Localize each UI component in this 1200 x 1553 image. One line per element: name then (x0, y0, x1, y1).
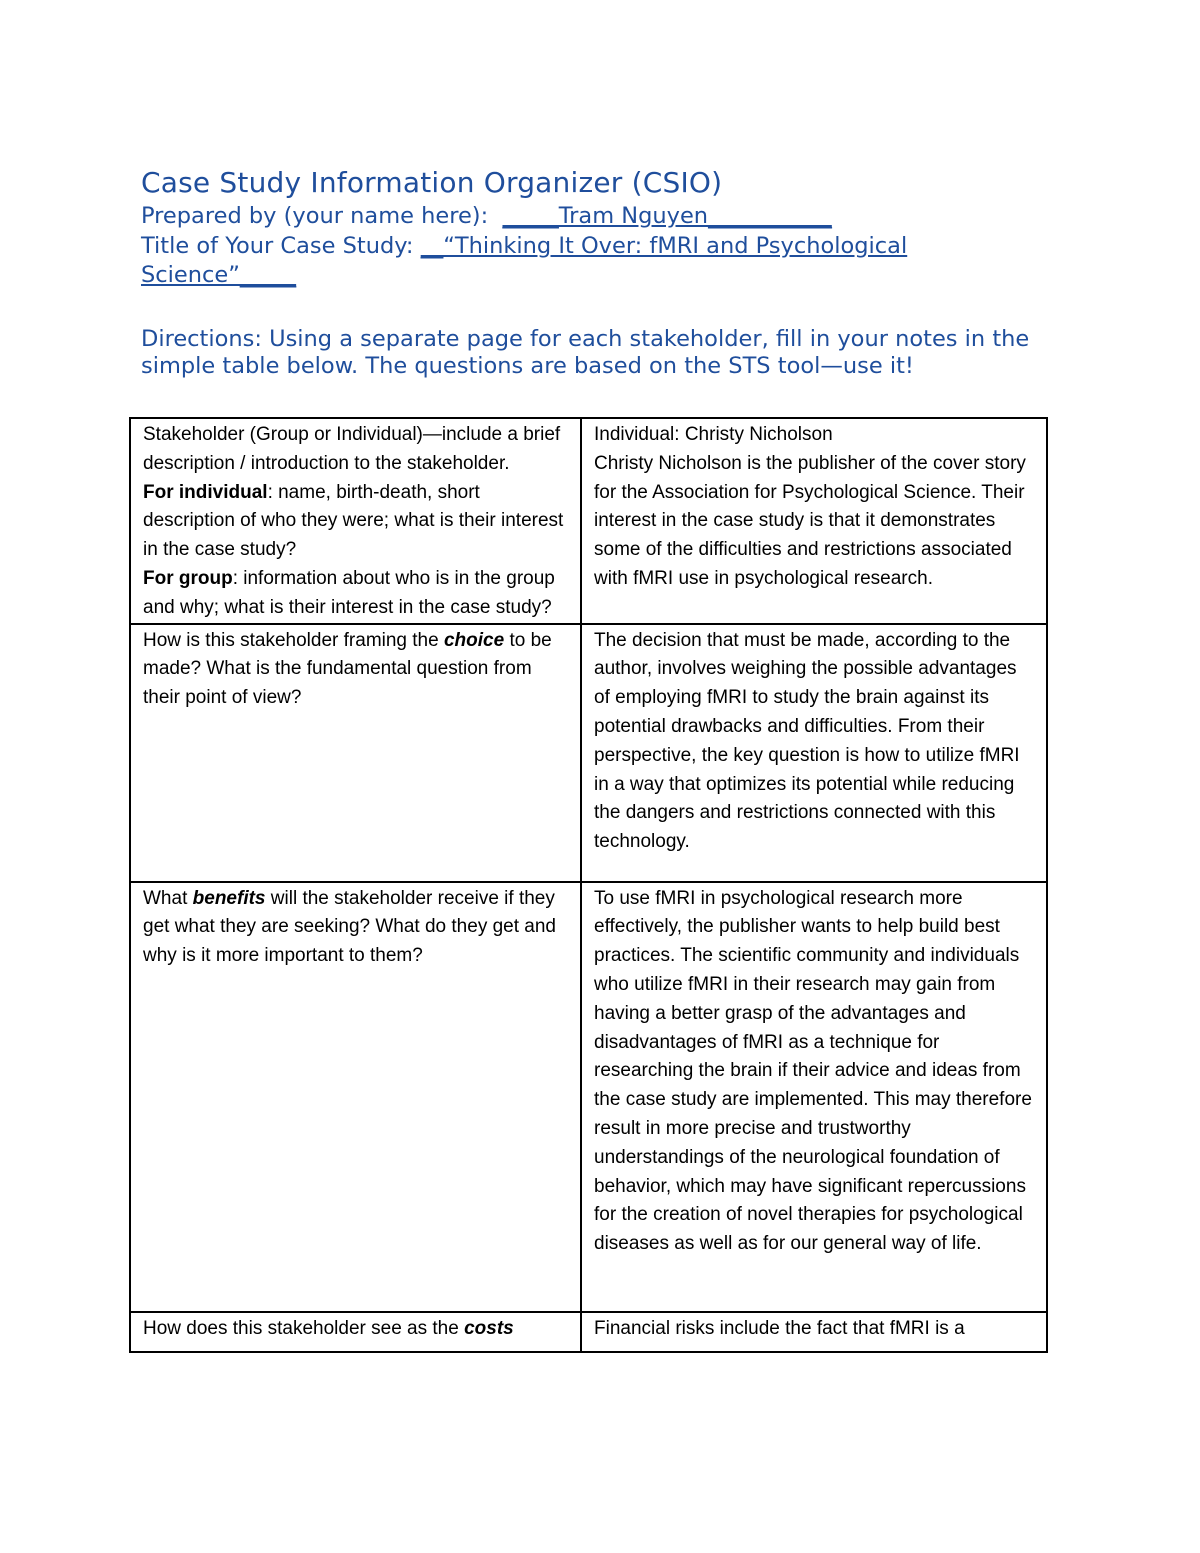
benefits-prompt-emphasis: benefits (192, 887, 266, 909)
stakeholder-answer-cell (581, 418, 1047, 624)
table-row (130, 882, 1047, 1312)
csio-table (129, 417, 1048, 1353)
table-row (130, 1312, 1047, 1352)
choice-prompt-cell (130, 624, 581, 882)
for-group-label: For group (143, 567, 233, 589)
table-row (130, 418, 1047, 624)
case-title-value: __“Thinking It Over: fMRI and Psychological (420, 233, 908, 259)
case-title-value-cont: Science”_____ (141, 262, 297, 288)
for-individual-text: : name, birth-death, short description of who they were; what is their interest in the case study? (143, 481, 564, 561)
costs-answer-cell: Financial risks include the fact that fMRI is a (581, 1312, 1047, 1352)
benefits-prompt-pre: What (143, 887, 188, 909)
stakeholder-intro: Stakeholder (Group or Individual)—include a brief description / introduction to the stakeholder. (143, 424, 561, 474)
stakeholder-name: Individual: Christy Nicholson (594, 424, 833, 445)
choice-prompt-pre: How is this stakeholder framing the (143, 629, 439, 651)
directions-text: Directions: Using a separate page for each stakeholder, fill in your notes in the simple table below. The questions are based on the STS tool—use it! (141, 326, 1030, 379)
prepared-by-value: _____Tram Nguyen___________ (502, 203, 832, 229)
benefits-prompt-cell (130, 882, 581, 1312)
stakeholder-prompt-cell (130, 418, 581, 624)
choice-prompt-emphasis: choice (443, 629, 505, 651)
stakeholder-description: Christy Nicholson is the publisher of the cover story for the Association for Psychological Science. Their interest in the case study is that it demonstrates some of the difficulties and restrictions associated with fMRI use in psychological research. (594, 452, 1026, 589)
for-individual-label: For individual (143, 481, 268, 503)
benefits-prompt-post: will the stakeholder receive if they get what they are seeking? What do they get and why is it more important to them? (143, 887, 556, 967)
costs-prompt-cell (130, 1312, 581, 1352)
for-group-text: : information about who is in the group and why; what is their interest in the case study? (143, 567, 555, 618)
choice-answer-cell: The decision that must be made, according to the author, involves weighing the possible advantages of employing fMRI to study the brain against its potential drawbacks and difficulties. From their perspective, the key question is how to utilize fMRI in a way that optimizes its potential while reducing the dangers and restrictions connected with this technology. (581, 624, 1047, 882)
case-title-label: Title of Your Case Study: (141, 233, 414, 259)
prepared-by-line (141, 201, 1041, 232)
benefits-answer-cell: To use fMRI in psychological research more effectively, the publisher wants to help build best practices. The scientific community and individuals who utilize fMRI in their research may gain from having a better grasp of the advantages and disadvantages of fMRI as a technique for researching the brain if their advice and ideas from the case study are implemented. This may therefore result in more precise and trustworthy understandings of the neurological foundation of behavior, which may have significant repercussions for the creation of novel therapies for psychological diseases as well as for our general way of life. (581, 882, 1047, 1312)
choice-prompt-post: to be made? What is the fundamental question from their point of view? (143, 629, 552, 709)
prepared-by-label: Prepared by (your name here): (141, 203, 489, 229)
table-row (130, 624, 1047, 882)
costs-prompt-pre: How does this stakeholder see as the (143, 1317, 459, 1339)
costs-prompt-emphasis: costs (464, 1317, 514, 1339)
page-title: Case Study Information Organizer (CSIO) (141, 166, 723, 199)
case-title-line (141, 232, 1041, 290)
document-header (141, 165, 1041, 380)
